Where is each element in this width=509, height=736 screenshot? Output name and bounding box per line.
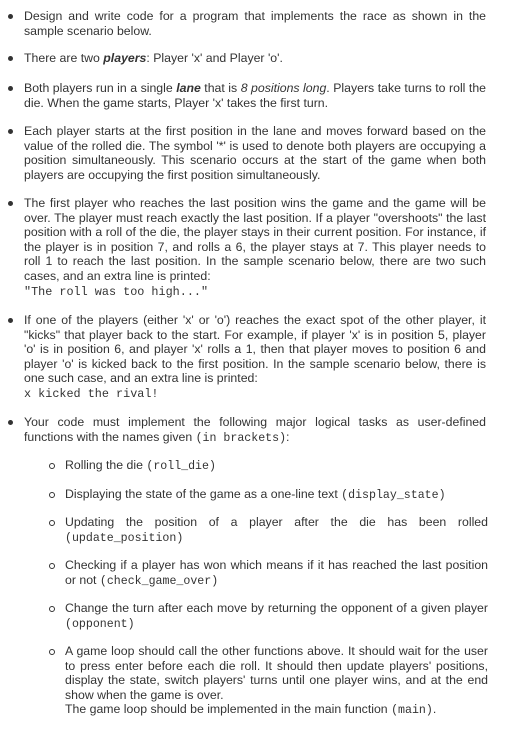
players-em: players bbox=[103, 51, 147, 65]
subtask-code: (roll_die) bbox=[146, 460, 216, 473]
loop-post: . bbox=[432, 702, 437, 717]
players-post: : Player 'x' and Player 'o'. bbox=[146, 51, 283, 65]
kick-text: If one of the players (either 'x' or 'o') reaches the exact spot of the other player, it "kicks" that player back to the start. For example, if player 'x' is in position 5, player 'o' is in position 6, and player 'x' rolls a 1, then that player moves to position 6 and player 'o' is kicked back to the first position. In the sample scenario below, there is one such case, and an extra line is printed: bbox=[24, 313, 486, 386]
subtask-code: (opponent) bbox=[65, 617, 135, 631]
subtask-update-position bbox=[65, 515, 488, 546]
lane-mid: that is bbox=[200, 81, 241, 95]
bullet-start bbox=[24, 124, 486, 182]
circle-bullet bbox=[49, 649, 55, 655]
bullet-dot bbox=[8, 86, 13, 91]
intro-text: Design and write code for a program that implements the race as shown in the sample scenario below. bbox=[24, 9, 486, 38]
kick-code: x kicked the rival! bbox=[24, 386, 159, 401]
lane-pre: Both players run in a single bbox=[24, 81, 177, 95]
bullet-kick bbox=[24, 313, 486, 402]
bullet-dot bbox=[8, 201, 13, 206]
bullet-dot bbox=[8, 318, 13, 323]
bullet-win bbox=[24, 196, 486, 299]
circle-bullet bbox=[49, 606, 55, 612]
players-pre: There are two bbox=[24, 51, 104, 65]
bullet-intro bbox=[24, 9, 486, 38]
subtask-roll-die bbox=[65, 458, 488, 475]
subtask-display-state bbox=[65, 487, 488, 504]
bullet-dot bbox=[8, 14, 13, 19]
bullet-tasks bbox=[24, 415, 486, 446]
circle-bullet bbox=[49, 563, 55, 569]
lane-em: lane bbox=[176, 81, 201, 95]
circle-bullet bbox=[49, 492, 55, 498]
subtask-text: Rolling the die bbox=[65, 458, 147, 472]
bullet-dot bbox=[8, 56, 13, 61]
tasks-text: Your code must implement the following major logical tasks as user-defined functions with the names given bbox=[24, 415, 486, 444]
start-text: Each player starts at the first position in the lane and moves forward based on the value of the rolled die. The symbol '*' is used to denote both players are occupying a position simultaneously. This scenario occurs at the start of the game when both players are occupying the first position simultaneously. bbox=[24, 124, 486, 182]
subtask-text: Displaying the state of the game as a one-line text bbox=[65, 487, 342, 501]
tasks-code: (in brackets) bbox=[195, 431, 287, 445]
win-code: "The roll was too high..." bbox=[24, 284, 209, 299]
subtask-code: (update_position) bbox=[65, 531, 184, 545]
subtask-text: Checking if a player has won which means if it has reached the last position or not bbox=[65, 558, 488, 587]
circle-bullet bbox=[49, 520, 55, 526]
win-text: The first player who reaches the last position wins the game and the game will be over. The player must reach exactly the last position. If a player "overshoots" the last position with a roll of the die, the player stays in their current position. For instance, if the player is in position 7, and rolls a 6, the player stays at 7. This player needs to roll 1 to reach the last position. In the sample scenario below, there are two such cases, and an extra line is printed: bbox=[24, 196, 486, 283]
circle-bullet bbox=[49, 463, 55, 469]
tasks-post: : bbox=[286, 429, 290, 444]
subtask-text: Updating the position of a player after the die has been rolled bbox=[65, 515, 488, 529]
loop-text: A game loop should call the other functions above. It should wait for the user to press enter before each die roll. It should then update players' positions, display the state, switch players' turns until one player wins, and at the end show when the game is over. bbox=[65, 644, 488, 702]
subtask-opponent bbox=[65, 601, 488, 632]
subtask-code: (check_game_over) bbox=[99, 574, 219, 588]
bullet-dot bbox=[8, 129, 13, 134]
subtask-check-game-over bbox=[65, 558, 488, 589]
bullet-players bbox=[24, 51, 486, 66]
lane-post: . Players take turns to roll the die. When the game starts, Player 'x' takes the first turn. bbox=[24, 81, 486, 110]
subtask-text: Change the turn after each move by returning the opponent of a given player bbox=[65, 601, 488, 615]
subtask-game-loop bbox=[65, 644, 488, 719]
loop-text2: The game loop should be implemented in the main function bbox=[65, 702, 392, 717]
subtask-code: (display_state) bbox=[341, 489, 446, 502]
bullet-lane bbox=[24, 81, 486, 110]
bullet-dot bbox=[8, 420, 13, 425]
loop-code: (main) bbox=[391, 704, 433, 718]
lane-em2: 8 positions long bbox=[240, 81, 327, 95]
